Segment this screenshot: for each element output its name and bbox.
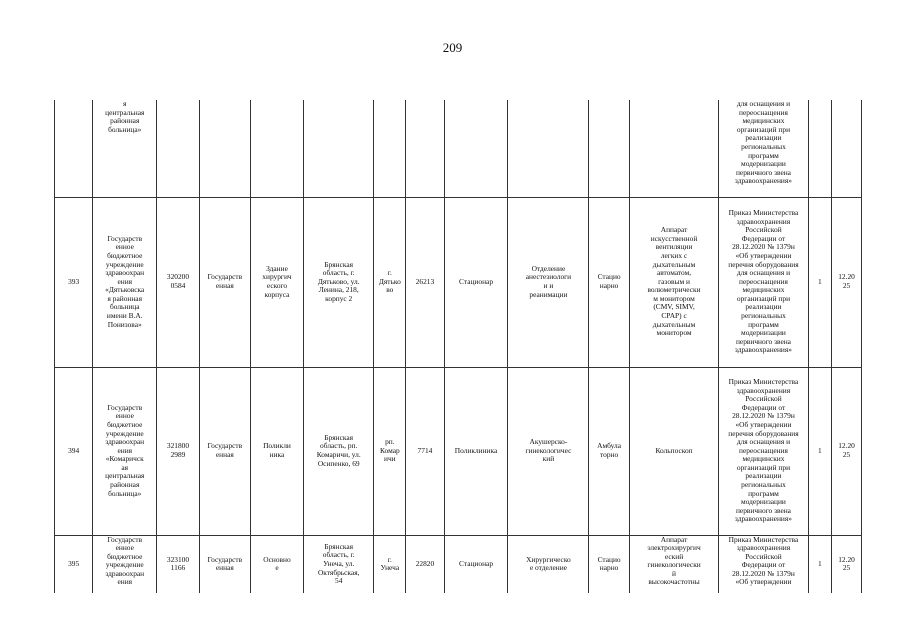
cell-care-type: Стационар	[444, 197, 508, 367]
cell-department	[508, 100, 589, 197]
table-row	[55, 535, 862, 593]
cell-care-form: Стацио нарно	[589, 535, 629, 593]
cell-facility: Государств енное бюджетное учреждение здравоохран ения	[93, 535, 157, 593]
cell-qty: 1	[808, 367, 831, 535]
cell-locality: г. Унеча	[374, 535, 406, 593]
cell-qty	[808, 100, 831, 197]
cell-ownership: Государств енная	[199, 367, 250, 535]
cell-order: Приказ Министерства здравоохранения Российской Федерации от 28.12.2020 № 1379н «Об утверждении	[719, 535, 808, 593]
cell-code	[157, 100, 200, 197]
cell-qty: 1	[808, 197, 831, 367]
cell-ownership: Государств енная	[199, 535, 250, 593]
cell-equipment	[629, 100, 718, 197]
table-row-continuation	[55, 100, 862, 197]
cell-population: 22820	[406, 535, 444, 593]
cell-department: Хирургическо е отделение	[508, 535, 589, 593]
cell-care-type	[444, 100, 508, 197]
cell-date: 12.20 25	[832, 535, 862, 593]
cell-date: 12.20 25	[832, 197, 862, 367]
cell-facility: я центральная районная больница»	[93, 100, 157, 197]
cell-building: Основно е	[250, 535, 303, 593]
cell-order: Приказ Министерства здравоохранения Российской Федерации от 28.12.2020 № 1379н «Об утверждении перечня оборудования для оснащения и переоснащения медицинских организаций при реализации региональных программ модернизации первичного звена здравоохранения»	[719, 197, 808, 367]
cell-care-form: Стацио нарно	[589, 197, 629, 367]
page-number: 209	[442, 40, 463, 55]
cell-code: 321800 2989	[157, 367, 200, 535]
cell-care-type: Стационар	[444, 535, 508, 593]
cell-locality: рп. Комар ичи	[374, 367, 406, 535]
cell-code: 323100 1166	[157, 535, 200, 593]
cell-population: 26213	[406, 197, 444, 367]
cell-care-type: Поликлиника	[444, 367, 508, 535]
cell-building: Поликли ника	[250, 367, 303, 535]
cell-department: Отделение анестезиологи и и реанимации	[508, 197, 589, 367]
cell-equipment: Аппарат электрохирургич еский гинекологически й высокочастотны	[629, 535, 718, 593]
cell-date: 12.20 25	[832, 367, 862, 535]
cell-department: Акушерско- гинекологичес кий	[508, 367, 589, 535]
cell-ownership	[199, 100, 250, 197]
cell-num: 393	[55, 197, 93, 367]
cell-address: Брянская область, г. Дятьково, ул. Ленина, 218, корпус 2	[304, 197, 374, 367]
cell-num: 395	[55, 535, 93, 593]
cell-order: для оснащения и переоснащения медицинских организаций при реализации региональных программ модернизации первичного звена здравоохранения»	[719, 100, 808, 197]
cell-num: 394	[55, 367, 93, 535]
cell-facility: Государств енное бюджетное учреждение здравоохран ения «Комаричск ая центральная районная больница»	[93, 367, 157, 535]
cell-date	[832, 100, 862, 197]
cell-ownership: Государств енная	[199, 197, 250, 367]
cell-qty: 1	[808, 535, 831, 593]
cell-code: 320200 0584	[157, 197, 200, 367]
cell-population	[406, 100, 444, 197]
cell-facility: Государств енное бюджетное учреждение здравоохран ения «Дятьковска я районная больница имени В.А. Понизова»	[93, 197, 157, 367]
cell-locality	[374, 100, 406, 197]
cell-address	[304, 100, 374, 197]
cell-population: 7714	[406, 367, 444, 535]
equipment-table	[54, 100, 862, 593]
cell-num	[55, 100, 93, 197]
cell-care-form	[589, 100, 629, 197]
cell-building: Здание хирургич еского корпуса	[250, 197, 303, 367]
cell-locality: г. Дятько во	[374, 197, 406, 367]
cell-care-form: Амбула торно	[589, 367, 629, 535]
cell-equipment: Аппарат искусственной вентиляции легких с дыхательным автоматом, газовым и волюметрически м монитором (CMV, SIMV, CPAP) с дыхательным монитором	[629, 197, 718, 367]
cell-address: Брянская область, рп. Комаричи, ул. Осипенко, 69	[304, 367, 374, 535]
cell-address: Брянская область, г. Унеча, ул. Октябрьская, 54	[304, 535, 374, 593]
table-row	[55, 197, 862, 367]
cell-building	[250, 100, 303, 197]
cell-equipment: Кольпоскоп	[629, 367, 718, 535]
table-row	[55, 367, 862, 535]
cell-order: Приказ Министерства здравоохранения Российской Федерации от 28.12.2020 № 1379н «Об утверждении перечня оборудования для оснащения и переоснащения медицинских организаций при реализации региональных программ модернизации первичного звена здравоохранения»	[719, 367, 808, 535]
